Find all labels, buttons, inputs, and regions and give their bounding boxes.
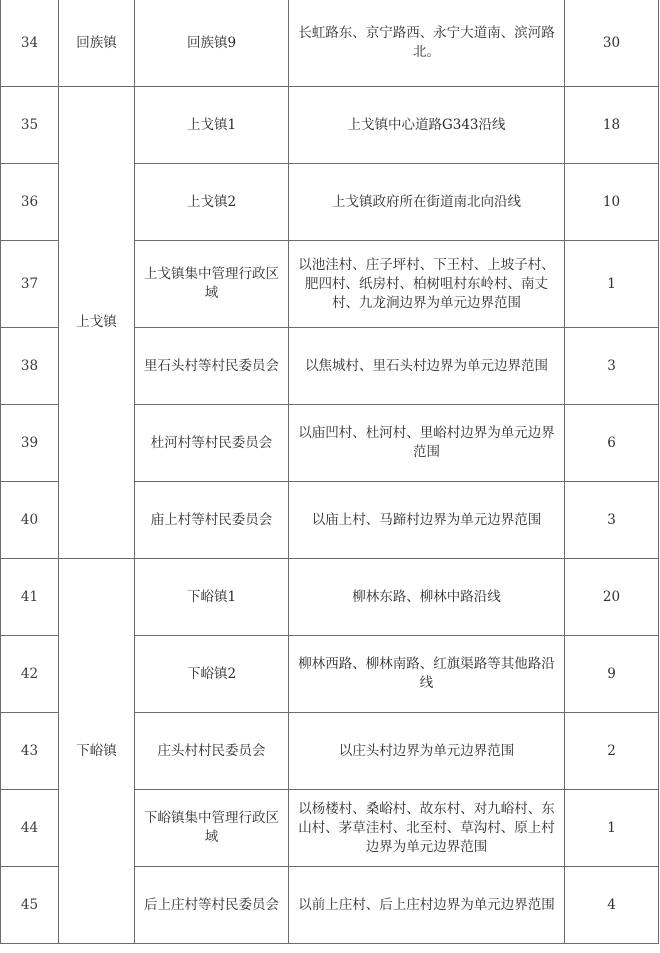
row-number: 36 <box>1 164 59 241</box>
boundary-scope: 以庙上村、马蹄村边界为单元边界范围 <box>289 482 565 559</box>
boundary-scope: 长虹路东、京宁路西、永宁大道南、滨河路北。 <box>289 0 565 87</box>
row-number: 37 <box>1 241 59 328</box>
count-value: 1 <box>565 241 659 328</box>
row-number: 42 <box>1 636 59 713</box>
unit-name: 上戈镇2 <box>135 164 289 241</box>
row-number: 45 <box>1 867 59 944</box>
unit-name: 庙上村等村民委员会 <box>135 482 289 559</box>
count-value: 20 <box>565 559 659 636</box>
boundary-scope: 以庙凹村、杜河村、里峪村边界为单元边界范围 <box>289 405 565 482</box>
town-name: 上戈镇 <box>59 87 135 559</box>
row-number: 34 <box>1 0 59 87</box>
unit-name: 庄头村村民委员会 <box>135 713 289 790</box>
boundary-scope: 以庄头村边界为单元边界范围 <box>289 713 565 790</box>
boundary-scope: 上戈镇中心道路G343沿线 <box>289 87 565 164</box>
count-value: 9 <box>565 636 659 713</box>
row-number: 41 <box>1 559 59 636</box>
row-number: 40 <box>1 482 59 559</box>
count-value: 2 <box>565 713 659 790</box>
boundary-scope: 上戈镇政府所在街道南北向沿线 <box>289 164 565 241</box>
table-row <box>1 559 659 636</box>
count-value: 3 <box>565 482 659 559</box>
boundary-scope: 柳林西路、柳林南路、红旗渠路等其他路沿线 <box>289 636 565 713</box>
count-value: 6 <box>565 405 659 482</box>
row-number: 44 <box>1 790 59 867</box>
row-number: 39 <box>1 405 59 482</box>
boundary-scope: 以焦城村、里石头村边界为单元边界范围 <box>289 328 565 405</box>
count-value: 3 <box>565 328 659 405</box>
unit-name: 杜河村等村民委员会 <box>135 405 289 482</box>
count-value: 4 <box>565 867 659 944</box>
count-value: 18 <box>565 87 659 164</box>
table-row <box>1 0 659 87</box>
count-value: 30 <box>565 0 659 87</box>
town-name: 回族镇 <box>59 0 135 87</box>
boundary-scope: 以池洼村、庄子坪村、下王村、上坡子村、肥四村、纸房村、柏树咀村东岭村、南丈村、九龙涧边界为单元边界范围 <box>289 241 565 328</box>
unit-name: 里石头村等村民委员会 <box>135 328 289 405</box>
unit-name: 回族镇9 <box>135 0 289 87</box>
boundary-scope: 以杨楼村、桑峪村、故东村、对九峪村、东山村、茅草洼村、北至村、草沟村、原上村边界为单元边界范围 <box>289 790 565 867</box>
unit-name: 后上庄村等村民委员会 <box>135 867 289 944</box>
count-value: 10 <box>565 164 659 241</box>
row-number: 43 <box>1 713 59 790</box>
unit-name: 下峪镇1 <box>135 559 289 636</box>
unit-name: 上戈镇集中管理行政区域 <box>135 241 289 328</box>
boundary-scope: 以前上庄村、后上庄村边界为单元边界范围 <box>289 867 565 944</box>
count-value: 1 <box>565 790 659 867</box>
table-row <box>1 87 659 164</box>
boundary-scope: 柳林东路、柳林中路沿线 <box>289 559 565 636</box>
row-number: 35 <box>1 87 59 164</box>
unit-name: 上戈镇1 <box>135 87 289 164</box>
unit-name: 下峪镇集中管理行政区域 <box>135 790 289 867</box>
unit-name: 下峪镇2 <box>135 636 289 713</box>
row-number: 38 <box>1 328 59 405</box>
town-name: 下峪镇 <box>59 559 135 944</box>
